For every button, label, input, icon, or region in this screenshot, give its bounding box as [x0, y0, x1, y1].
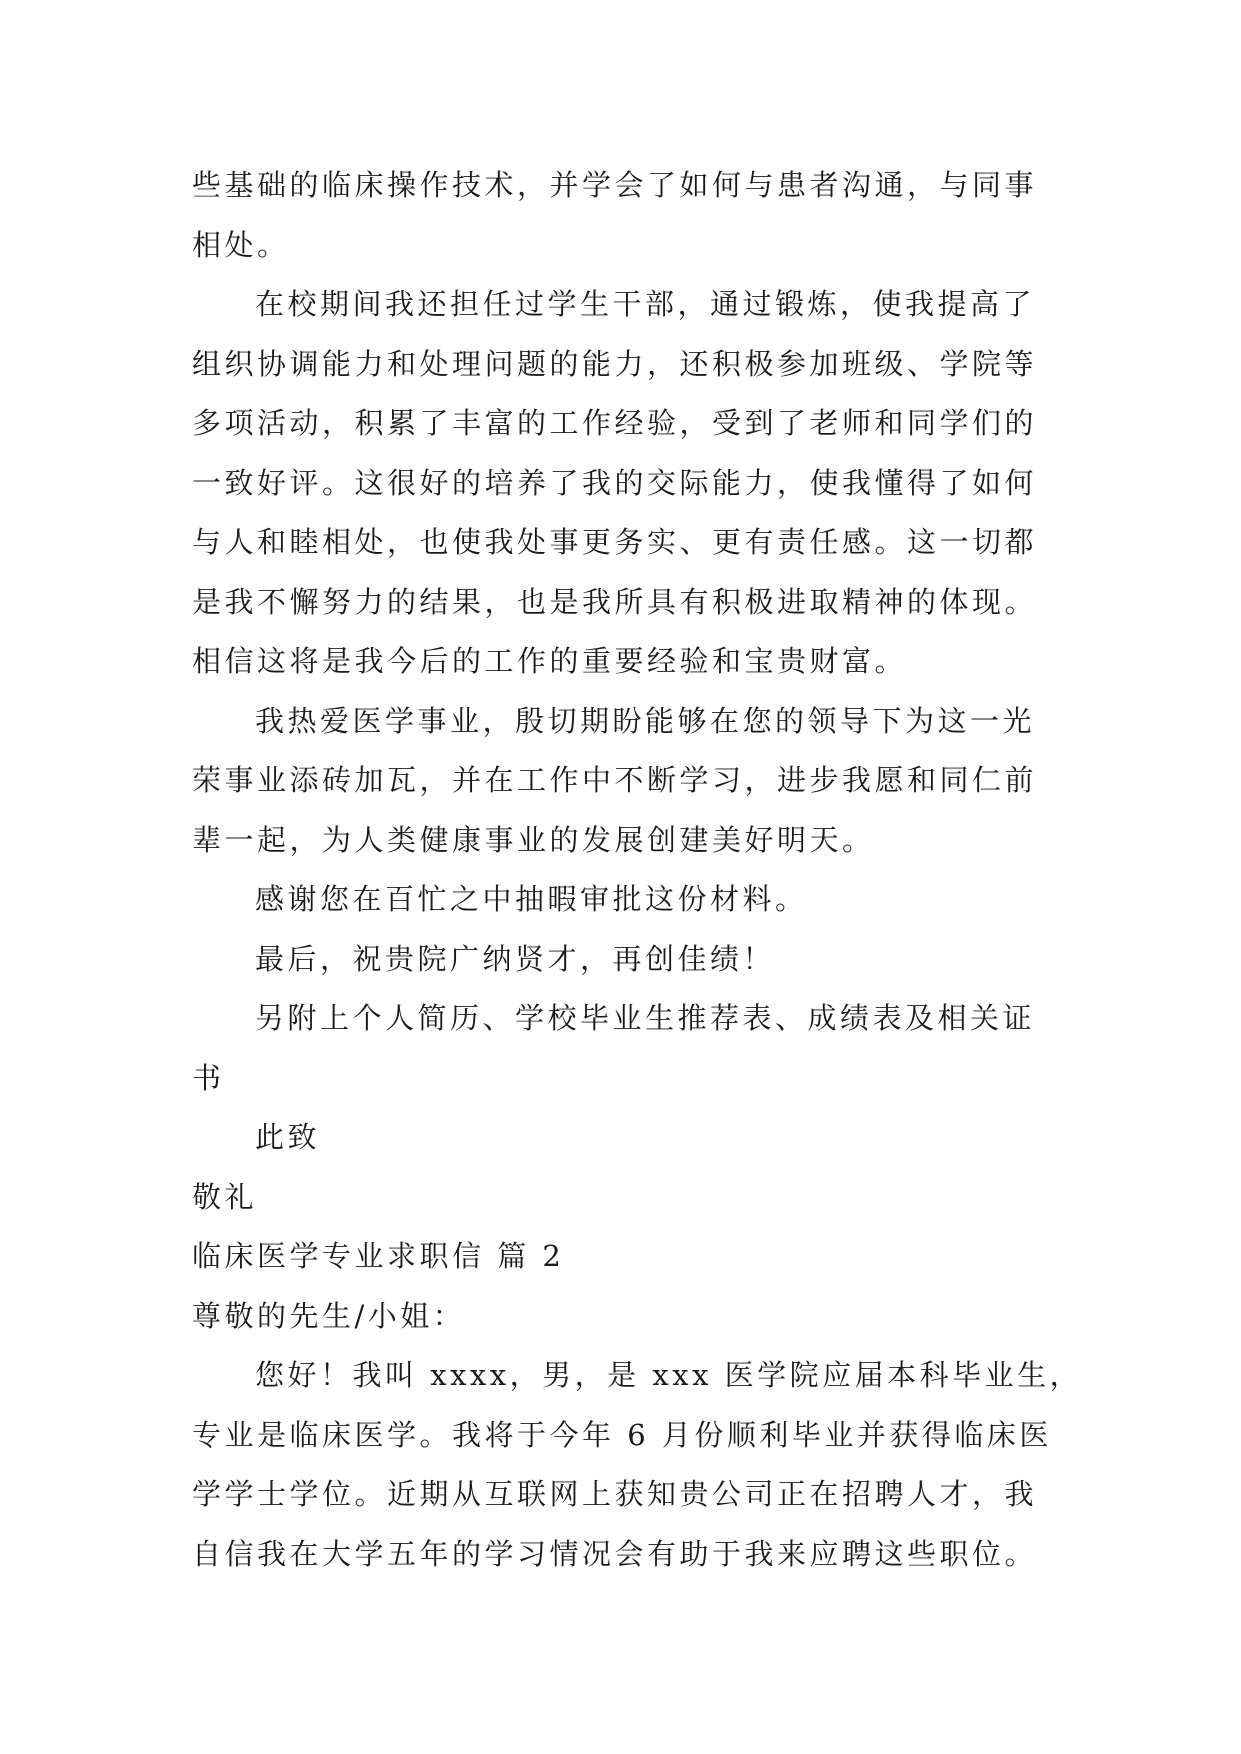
text-line: 我热爱医学事业，殷切期盼能够在您的领导下为这一光 [255, 703, 1036, 738]
text-line: 组织协调能力和处理问题的能力，还积极参加班级、学院等 [192, 346, 1038, 381]
text-line: 学学士学位。近期从互联网上获知贵公司正在招聘人才，我 [192, 1477, 1038, 1511]
text-line: 些基础的临床操作技术，并学会了如何与患者沟通，与同事 [192, 168, 1038, 202]
text-line: 另附上个人简历、学校毕业生推荐表、成绩表及相关证 [255, 1001, 1036, 1035]
text-line: 多项活动，积累了丰富的工作经验，受到了老师和同学们的 [192, 406, 1038, 440]
closing-regards: 敬礼 [192, 1179, 258, 1214]
letter-greeting: 尊敬的先生/小姐： [192, 1298, 466, 1333]
text-line: 一致好评。这很好的培养了我的交际能力，使我懂得了如何 [192, 465, 1038, 500]
text-line: 相处。 [192, 227, 290, 262]
text-line: 相信这将是我今后的工作的重要经验和宝贵财富。 [192, 644, 908, 678]
text-line: 最后，祝贵院广纳贤才，再创佳绩！ [255, 941, 776, 976]
text-line: 感谢您在百忙之中抽暇审批这份材料。 [255, 882, 808, 916]
text-line: 您好！我叫 xxxx，男，是 xxx 医学院应届本科毕业生， [255, 1358, 1083, 1392]
text-line: 专业是临床医学。我将于今年 6 月份顺利毕业并获得临床医 [192, 1417, 1052, 1452]
text-line: 荣事业添砖加瓦，并在工作中不断学习，进步我愿和同仁前 [192, 763, 1038, 797]
text-line: 辈一起，为人类健康事业的发展创建美好明天。 [192, 822, 875, 857]
text-line: 与人和睦相处，也使我处事更务实、更有责任感。这一切都 [192, 525, 1038, 559]
text-line: 在校期间我还担任过学生干部，通过锻炼，使我提高了 [255, 287, 1036, 321]
document-body [192, 156, 1083, 1584]
text-line: 是我不懈努力的结果，也是我所具有积极进取精神的体现。 [192, 584, 1038, 619]
section-heading: 临床医学专业求职信 篇 2 [192, 1239, 565, 1273]
closing-salutation: 此致 [255, 1120, 321, 1154]
text-line: 书 [192, 1060, 225, 1095]
text-line: 自信我在大学五年的学习情况会有助于我来应聘这些职位。 [192, 1536, 1038, 1571]
